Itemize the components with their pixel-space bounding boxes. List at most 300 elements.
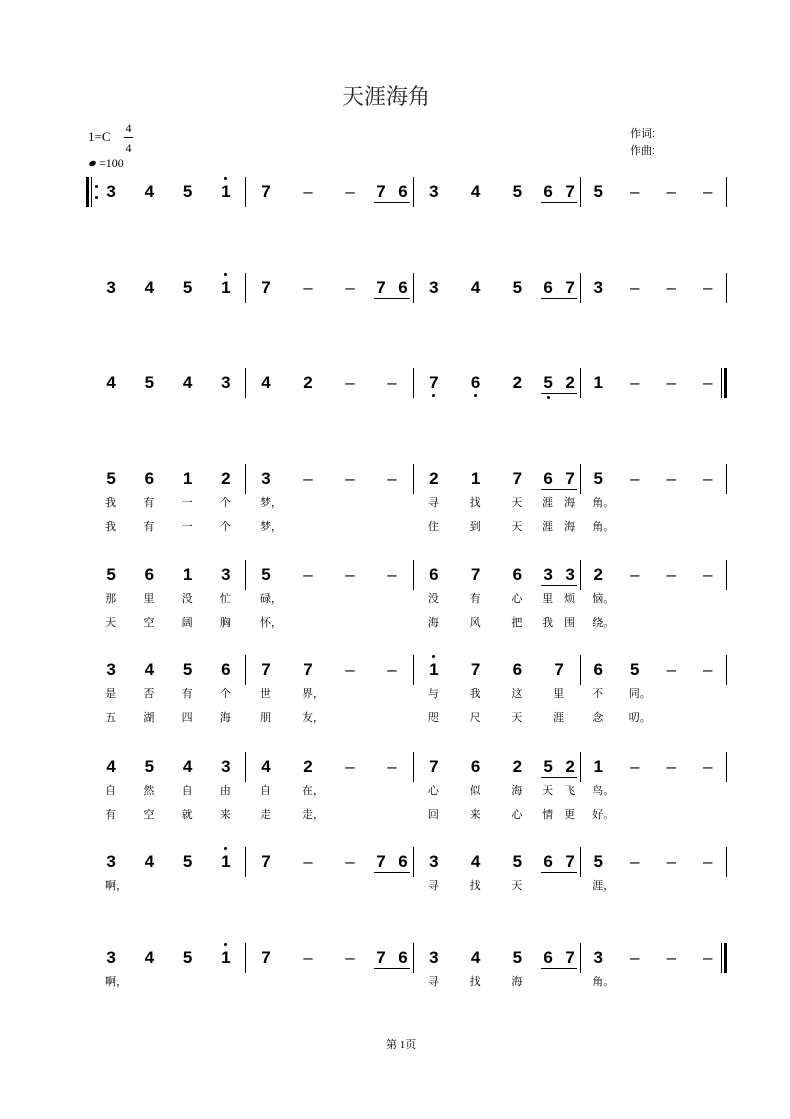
note-digit: 2	[565, 757, 575, 776]
lyric-syllable: 更	[564, 809, 576, 821]
note-digit: 3	[593, 278, 603, 297]
note-digit: 7	[261, 660, 271, 679]
note-digit: 7	[303, 660, 313, 679]
note-digit: 7	[376, 278, 386, 297]
barline	[413, 273, 414, 303]
lyric-syllable: 没	[427, 593, 439, 605]
barline	[580, 273, 581, 303]
note-digit: 2	[303, 757, 313, 776]
lyric-syllable: 绕。	[592, 617, 615, 629]
lyric-syllable: 由	[219, 785, 231, 797]
lyric-syllable: 涯	[553, 712, 565, 724]
note-digit: 6	[593, 660, 603, 679]
note-digit: 7	[565, 182, 575, 201]
sustain-dash: –	[630, 757, 640, 776]
note-digit: 7	[376, 182, 386, 201]
lyric-syllable: 把	[511, 617, 523, 629]
lyric-syllable: 我	[105, 521, 117, 533]
sustain-dash: –	[345, 469, 355, 488]
note-digit: 1	[593, 757, 603, 776]
note-digit: 2	[593, 565, 603, 584]
beam-underline	[541, 872, 577, 873]
repeat-dot	[95, 196, 98, 199]
note-digit: 7	[512, 469, 523, 488]
note-digit: 3	[221, 373, 231, 392]
lyric-syllable: 海	[564, 521, 576, 533]
note-digit: 6	[221, 660, 231, 679]
lyric-syllable: 涯	[542, 521, 554, 533]
lyric-syllable: 心	[511, 593, 523, 605]
sustain-dash: –	[630, 565, 640, 584]
barline	[245, 368, 246, 398]
note-digit: 4	[144, 948, 155, 967]
lyric-syllable: 梦，	[260, 497, 282, 509]
sustain-dash: –	[703, 278, 713, 297]
note-digit: 4	[470, 182, 481, 201]
lyric-syllable: 胸	[219, 617, 231, 629]
lyric-syllable: 好。	[592, 809, 615, 821]
lyric-syllable: 寻	[427, 880, 439, 892]
lyric-syllable: 走，	[302, 809, 324, 821]
sustain-dash: –	[703, 469, 713, 488]
barline	[580, 847, 581, 877]
barline	[245, 273, 246, 303]
note-digit: 6	[543, 469, 553, 488]
barline	[413, 368, 414, 398]
note-digit: 4	[182, 373, 193, 392]
lyric-syllable: 回	[427, 809, 439, 821]
note-digit: 7	[565, 469, 575, 488]
note-digit: 2	[429, 469, 439, 488]
lyric-syllable: 里	[542, 593, 554, 605]
beam-underline	[374, 298, 410, 299]
time-signature-bottom: 4	[125, 141, 132, 155]
lyric-syllable: 朋	[260, 712, 271, 724]
note-digit: 7	[470, 565, 481, 584]
lyric-syllable: 海	[219, 712, 231, 724]
sustain-dash: –	[703, 565, 713, 584]
note-digit: 6	[398, 278, 408, 297]
barline	[245, 177, 246, 207]
note-digit: 3	[429, 852, 439, 871]
time-signature-top: 4	[125, 121, 132, 135]
note-digit: 7	[376, 852, 386, 871]
note-digit: 6	[543, 852, 553, 871]
sustain-dash: –	[666, 948, 676, 967]
note-digit: 4	[144, 660, 155, 679]
beam-underline	[541, 585, 577, 586]
lyric-syllable: 怀，	[260, 617, 282, 629]
sustain-dash: –	[303, 852, 313, 871]
note-digit: 5	[512, 278, 523, 297]
lyric-syllable: 天	[511, 712, 523, 724]
beam-underline	[374, 202, 410, 203]
note-digit: 7	[261, 182, 271, 201]
note-digit: 6	[398, 852, 408, 871]
lyric-syllable: 似	[469, 785, 481, 797]
beam-underline	[541, 968, 577, 969]
note-digit: 4	[106, 757, 116, 776]
lyric-syllable: 来	[469, 809, 481, 821]
note-digit: 2	[512, 757, 523, 776]
lyric-syllable: 心	[511, 809, 523, 821]
sustain-dash: –	[666, 278, 676, 297]
lyric-syllable: 寻	[427, 497, 439, 509]
lyric-syllable: 否	[143, 688, 155, 700]
note-digit: 6	[543, 948, 553, 967]
single-barline-icon	[726, 655, 727, 685]
lyric-syllable: 找	[469, 976, 481, 988]
note-digit: 6	[398, 182, 408, 201]
final-thick-line	[724, 943, 727, 973]
lyric-syllable: 自	[260, 785, 271, 797]
repeat-thick-line	[86, 177, 89, 207]
note-digit: 3	[429, 948, 439, 967]
note-digit: 6	[470, 757, 481, 776]
note-digit: 5	[106, 469, 116, 488]
single-barline-icon	[726, 273, 727, 303]
note-digit: 6	[398, 948, 408, 967]
lyric-syllable: 海	[427, 617, 439, 629]
sustain-dash: –	[303, 278, 313, 297]
sustain-dash: –	[303, 469, 313, 488]
note-digit: 2	[512, 373, 523, 392]
song-title: 天涯海角	[341, 85, 430, 110]
lyric-syllable: 在，	[302, 785, 324, 797]
barline	[580, 655, 581, 685]
barline	[245, 464, 246, 494]
lyric-syllable: 是	[105, 688, 117, 700]
lyric-syllable: 天	[511, 521, 523, 533]
tempo-marking: =100	[99, 156, 124, 170]
lyric-syllable: 个	[219, 521, 231, 533]
note-digit: 3	[106, 852, 116, 871]
sustain-dash: –	[666, 469, 676, 488]
lyric-syllable: 围	[564, 617, 576, 629]
sustain-dash: –	[630, 948, 640, 967]
sustain-dash: –	[703, 757, 713, 776]
note-digit: 3	[106, 278, 116, 297]
note-digit: 1	[182, 469, 193, 488]
sustain-dash: –	[345, 373, 355, 392]
note-digit: 2	[221, 469, 231, 488]
repeat-thin-line	[91, 177, 92, 207]
note-digit: 5	[261, 565, 271, 584]
lyric-syllable: 与	[427, 688, 439, 700]
sustain-dash: –	[345, 948, 355, 967]
repeat-dot	[95, 185, 98, 188]
barline	[413, 847, 414, 877]
note-digit: 7	[554, 660, 564, 679]
lyric-syllable: 有	[181, 688, 193, 700]
note-digit: 6	[543, 278, 553, 297]
note-digit: 7	[261, 852, 271, 871]
note-digit: 4	[470, 948, 481, 967]
beam-underline	[374, 968, 410, 969]
beam-underline	[541, 777, 577, 778]
note-digit: 4	[106, 373, 116, 392]
lyric-syllable: 一	[181, 521, 193, 533]
lyric-syllable: 湖	[143, 712, 155, 724]
sustain-dash: –	[666, 373, 676, 392]
lyric-syllable: 来	[219, 809, 231, 821]
note-digit: 5	[144, 373, 155, 392]
sustain-dash: –	[303, 182, 313, 201]
lyric-syllable: 角。	[592, 521, 615, 533]
lyric-syllable: 海	[511, 976, 523, 988]
sustain-dash: –	[703, 373, 713, 392]
sustain-dash: –	[703, 660, 713, 679]
octave-dot-high	[224, 943, 227, 946]
sustain-dash: –	[630, 852, 640, 871]
lyric-syllable: 到	[469, 521, 481, 533]
note-digit: 6	[429, 565, 439, 584]
lyric-syllable: 住	[427, 521, 439, 533]
single-barline-icon	[726, 752, 727, 782]
note-digit: 7	[261, 948, 271, 967]
lyric-syllable: 尺	[469, 712, 481, 724]
beam-underline	[374, 872, 410, 873]
note-digit: 5	[543, 757, 553, 776]
beam-underline	[541, 393, 577, 394]
sustain-dash: –	[387, 565, 397, 584]
lyric-syllable: 自	[181, 785, 193, 797]
lyric-syllable: 我	[542, 617, 554, 629]
sustain-dash: –	[630, 469, 640, 488]
lyric-syllable: 有	[143, 497, 155, 509]
lyric-syllable: 有	[105, 809, 117, 821]
lyric-syllable: 自	[105, 785, 117, 797]
lyric-syllable: 四	[181, 712, 193, 724]
lyric-syllable: 啊，	[105, 976, 128, 988]
sustain-dash: –	[703, 182, 713, 201]
barline	[245, 655, 246, 685]
note-digit: 5	[593, 852, 603, 871]
single-barline-icon	[726, 464, 727, 494]
key-signature: 1=C	[88, 129, 111, 144]
barline	[413, 464, 414, 494]
final-thick-line	[724, 368, 727, 398]
lyric-syllable: 咫	[427, 712, 439, 724]
note-digit: 5	[593, 182, 603, 201]
sustain-dash: –	[345, 660, 355, 679]
lyric-syllable: 然	[143, 785, 155, 797]
note-digit: 4	[182, 757, 193, 776]
barline	[580, 560, 581, 590]
note-digit: 1	[221, 278, 231, 297]
octave-dot-low	[474, 394, 477, 397]
note-digit: 5	[182, 182, 193, 201]
sustain-dash: –	[387, 660, 397, 679]
lyric-syllable: 涯，	[592, 880, 615, 892]
lyric-syllable: 这	[511, 688, 523, 700]
note-digit: 3	[429, 182, 439, 201]
lyric-syllable: 飞	[564, 785, 576, 797]
note-digit: 3	[543, 565, 553, 584]
note-digit: 1	[221, 182, 231, 201]
lyric-syllable: 同。	[628, 688, 651, 700]
sustain-dash: –	[630, 373, 640, 392]
lyric-syllable: 寻	[427, 976, 439, 988]
lyric-syllable: 一	[181, 497, 193, 509]
note-digit: 3	[221, 565, 231, 584]
lyric-syllable: 叨。	[628, 712, 651, 724]
barline	[413, 655, 414, 685]
sustain-dash: –	[345, 182, 355, 201]
sustain-dash: –	[703, 948, 713, 967]
lyric-syllable: 找	[469, 497, 481, 509]
single-barline-icon	[726, 177, 727, 207]
note-digit: 6	[470, 373, 481, 392]
single-barline-icon	[726, 560, 727, 590]
lyric-syllable: 海	[511, 785, 523, 797]
barline	[413, 560, 414, 590]
octave-dot-high	[224, 177, 227, 180]
lyric-syllable: 鸟。	[592, 785, 615, 797]
note-digit: 4	[470, 852, 481, 871]
note-digit: 4	[261, 373, 271, 392]
lyric-syllable: 心	[427, 785, 439, 797]
lyric-syllable: 个	[219, 497, 231, 509]
lyric-syllable: 海	[564, 497, 576, 509]
lyric-syllable: 天	[542, 785, 554, 797]
note-digit: 5	[543, 373, 553, 392]
note-digit: 5	[182, 660, 193, 679]
lyric-syllable: 找	[469, 880, 481, 892]
lyric-syllable: 里	[143, 593, 155, 605]
note-digit: 4	[144, 278, 155, 297]
note-digit: 1	[470, 469, 481, 488]
barline	[245, 943, 246, 973]
note-digit: 6	[543, 182, 553, 201]
sustain-dash: –	[387, 373, 397, 392]
barline	[413, 177, 414, 207]
note-digit: 3	[106, 660, 116, 679]
sustain-dash: –	[666, 182, 676, 201]
beam-underline	[541, 298, 577, 299]
note-digit: 5	[106, 565, 116, 584]
lyric-syllable: 就	[181, 809, 193, 821]
note-digit: 1	[182, 565, 193, 584]
note-digit: 5	[512, 182, 523, 201]
lyric-syllable: 烦	[564, 593, 576, 605]
single-barline-icon	[726, 847, 727, 877]
sustain-dash: –	[666, 852, 676, 871]
lyric-syllable: 情	[542, 809, 554, 821]
note-digit: 4	[261, 757, 271, 776]
barline	[245, 847, 246, 877]
page-number: 第 1页	[386, 1039, 417, 1051]
final-thin-line	[721, 943, 722, 973]
lyric-syllable: 恼。	[592, 593, 615, 605]
barline	[580, 464, 581, 494]
sustain-dash: –	[703, 852, 713, 871]
note-digit: 5	[512, 852, 523, 871]
sustain-dash: –	[666, 757, 676, 776]
note-digit: 3	[429, 278, 439, 297]
barline	[413, 752, 414, 782]
lyric-syllable: 个	[219, 688, 231, 700]
note-digit: 7	[429, 757, 439, 776]
lyric-syllable: 有	[143, 521, 155, 533]
note-digit: 3	[593, 948, 603, 967]
lyric-syllable: 走	[260, 809, 271, 821]
lyric-syllable: 涯	[542, 497, 554, 509]
sustain-dash: –	[387, 757, 397, 776]
note-digit: 4	[144, 852, 155, 871]
lyric-syllable: 阔	[181, 617, 193, 629]
note-digit: 6	[144, 565, 155, 584]
lyric-syllable: 五	[105, 712, 117, 724]
barline	[580, 943, 581, 973]
lyric-syllable: 天	[105, 617, 117, 629]
note-digit: 6	[512, 565, 523, 584]
note-digit: 3	[221, 757, 231, 776]
sustain-dash: –	[666, 565, 676, 584]
note-digit: 7	[565, 852, 575, 871]
sustain-dash: –	[630, 278, 640, 297]
lyric-syllable: 我	[469, 688, 481, 700]
note-digit: 5	[182, 278, 193, 297]
lyric-syllable: 那	[105, 593, 117, 605]
note-digit: 7	[376, 948, 386, 967]
octave-dot-high	[432, 655, 435, 658]
octave-dot-high	[224, 847, 227, 850]
lyric-syllable: 角。	[592, 497, 615, 509]
lyric-syllable: 忙	[219, 593, 231, 605]
note-digit: 4	[144, 182, 155, 201]
lyric-syllable: 界，	[302, 688, 324, 700]
lyric-syllable: 啊，	[105, 880, 128, 892]
sustain-dash: –	[303, 948, 313, 967]
lyric-syllable: 碌，	[260, 593, 282, 605]
barline	[580, 177, 581, 207]
lyricist-label: 作词:	[630, 128, 656, 140]
note-digit: 1	[593, 373, 603, 392]
note-digit: 5	[144, 757, 155, 776]
octave-dot-high	[224, 273, 227, 276]
note-digit: 3	[106, 948, 116, 967]
note-digit: 7	[565, 948, 575, 967]
note-digit: 5	[593, 469, 603, 488]
sustain-dash: –	[387, 469, 397, 488]
beam-underline	[541, 489, 577, 490]
lyric-syllable: 世	[260, 688, 271, 700]
sustain-dash: –	[345, 757, 355, 776]
sustain-dash: –	[345, 278, 355, 297]
note-digit: 3	[106, 182, 116, 201]
lyric-syllable: 不	[592, 688, 604, 700]
barline	[245, 752, 246, 782]
lyric-syllable: 念	[592, 712, 604, 724]
note-digit: 6	[512, 660, 523, 679]
lyric-syllable: 角。	[592, 976, 615, 988]
note-digit: 3	[565, 565, 575, 584]
lyric-syllable: 空	[143, 617, 155, 629]
lyric-syllable: 没	[181, 593, 193, 605]
note-digit: 5	[630, 660, 640, 679]
note-digit: 7	[261, 278, 271, 297]
barline	[245, 560, 246, 590]
note-digit: 3	[261, 469, 271, 488]
note-digit: 5	[182, 852, 193, 871]
lyric-syllable: 有	[469, 593, 481, 605]
note-digit: 7	[429, 373, 439, 392]
lyric-syllable: 空	[143, 809, 155, 821]
note-digit: 4	[470, 278, 481, 297]
lyric-syllable: 我	[105, 497, 117, 509]
beam-underline	[541, 202, 577, 203]
